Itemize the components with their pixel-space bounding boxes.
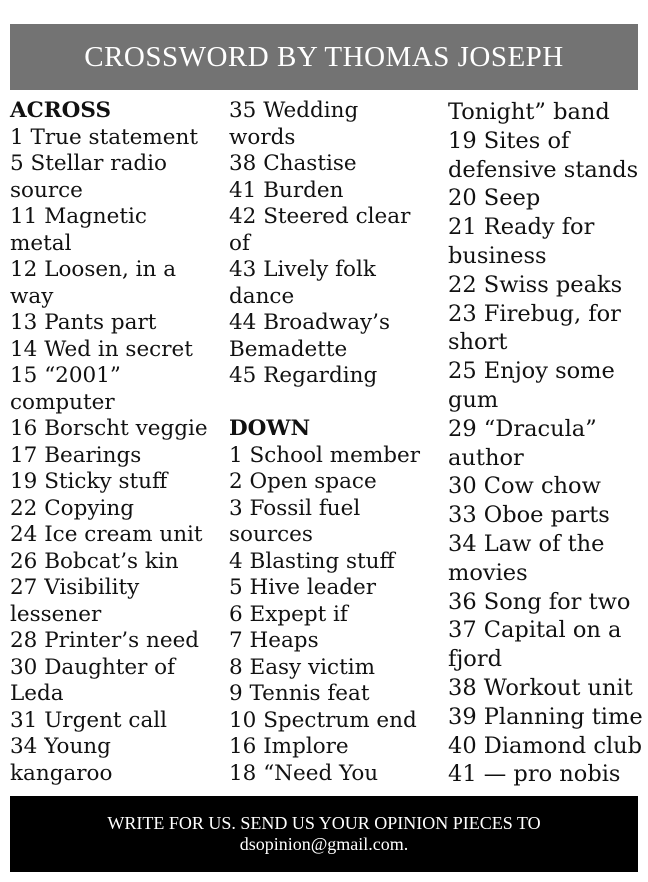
clue-column-2 [229,98,443,787]
clue-line: 34 Law of the [448,530,605,557]
clue-line: 37 Capital on a [448,617,622,644]
clue-line: 31 Urgent call [10,707,168,733]
clue-line: 23 Firebug, for [448,300,621,327]
clue-line: 29 “Dracula” [448,415,597,442]
clue-line: 22 Copying [10,495,134,521]
clue-line: 38 Workout unit [448,674,633,701]
clue-line: metal [10,230,72,256]
footer-line-1: WRITE FOR US. SEND US YOUR OPINION PIECES TO [107,813,541,833]
section-heading: ACROSS [10,98,111,123]
clue-line: 7 Heaps [229,628,319,653]
clue-line: sources [229,522,313,547]
clue-line: fjord [448,646,503,673]
clue-line: 11 Magnetic [10,204,147,229]
clue-line: author [448,444,524,471]
clue-line: business [448,242,547,269]
footer-email: dsopinion@gmail.com. [239,834,409,854]
clue-line: 9 Tennis feat [229,681,370,706]
section-heading: DOWN [229,416,311,441]
clue-line: 28 Printer’s need [10,628,200,653]
clue-line: 1 True statement [10,124,198,150]
clue-line: 44 Broadway’s [229,310,391,335]
clue-column-3 [448,98,644,789]
clue-line: 40 Diamond club [448,732,643,759]
clue-line: source [10,177,83,203]
clue-line: Bemadette [229,336,348,362]
clue-line: 34 Young [10,734,111,759]
clue-line: 1 School member [229,442,420,468]
title-bar [10,24,638,90]
clue-line: 43 Lively folk [229,257,376,282]
clue-line: 38 Chastise [229,151,357,176]
clue-line: 45 Regarding [229,363,378,388]
clue-line: 30 Cow chow [448,473,601,500]
footer-banner [10,796,638,872]
clue-line: 4 Blasting stuff [229,548,395,574]
clue-line: dance [229,283,295,309]
clue-line: 26 Bobcat’s kin [10,548,179,574]
clue-line: 35 Wedding [229,98,359,123]
clue-line: 3 Fossil fuel [229,495,361,521]
spacer [229,390,443,417]
clue-line: Leda [10,681,64,706]
clue-line: 6 Expept if [229,601,348,627]
clue-line: defensive stands [448,156,639,183]
clue-line: 18 “Need You [229,760,379,786]
clue-line: 33 Oboe parts [448,502,610,529]
clue-line: 25 Enjoy some [448,358,615,385]
clue-column-1 [10,98,224,787]
clue-line: 22 Swiss peaks [448,271,623,298]
clue-line: 41 — pro nobis [448,761,621,788]
clue-line: way [10,283,54,309]
clue-line: kangaroo [10,760,113,786]
clue-line: gum [448,386,499,413]
clue-line: 10 Spectrum end [229,707,417,733]
clue-line: lessener [10,601,102,627]
clue-line: 24 Ice cream unit [10,522,203,547]
clue-line: 21 Ready for [448,214,595,241]
clue-line: 20 Seep [448,185,541,212]
clue-line: 5 Hive leader [229,575,377,600]
clue-line: 19 Sites of [448,127,570,154]
clue-line: words [229,124,296,150]
clue-line: computer [10,389,115,415]
clue-line: movies [448,559,528,586]
clue-line: 14 Wed in secret [10,336,193,362]
clue-line: 16 Implore [229,734,349,759]
clue-line: 13 Pants part [10,310,157,335]
clue-line: short [448,329,508,356]
page-title: CROSSWORD BY THOMAS JOSEPH [84,40,564,73]
clue-line: 19 Sticky stuff [10,469,168,494]
clue-line: of [229,230,250,256]
clue-line: 42 Steered clear [229,204,411,229]
clue-line: Tonight” band [448,99,610,125]
clue-line: 36 Song for two [448,588,631,615]
clue-line: 2 Open space [229,469,377,494]
clue-line: 39 Planning time [448,703,643,730]
clue-line: 8 Easy victim [229,654,376,680]
clue-line: 16 Borscht veggie [10,416,208,441]
clue-line: 30 Daughter of [10,654,176,680]
clue-line: 5 Stellar radio [10,151,167,176]
clue-line: 41 Burden [229,177,344,203]
clue-line: 15 “2001” [10,363,121,388]
clue-line: 17 Bearings [10,442,142,468]
clue-line: 27 Visibility [10,575,140,600]
clue-line: 12 Loosen, in a [10,257,177,282]
